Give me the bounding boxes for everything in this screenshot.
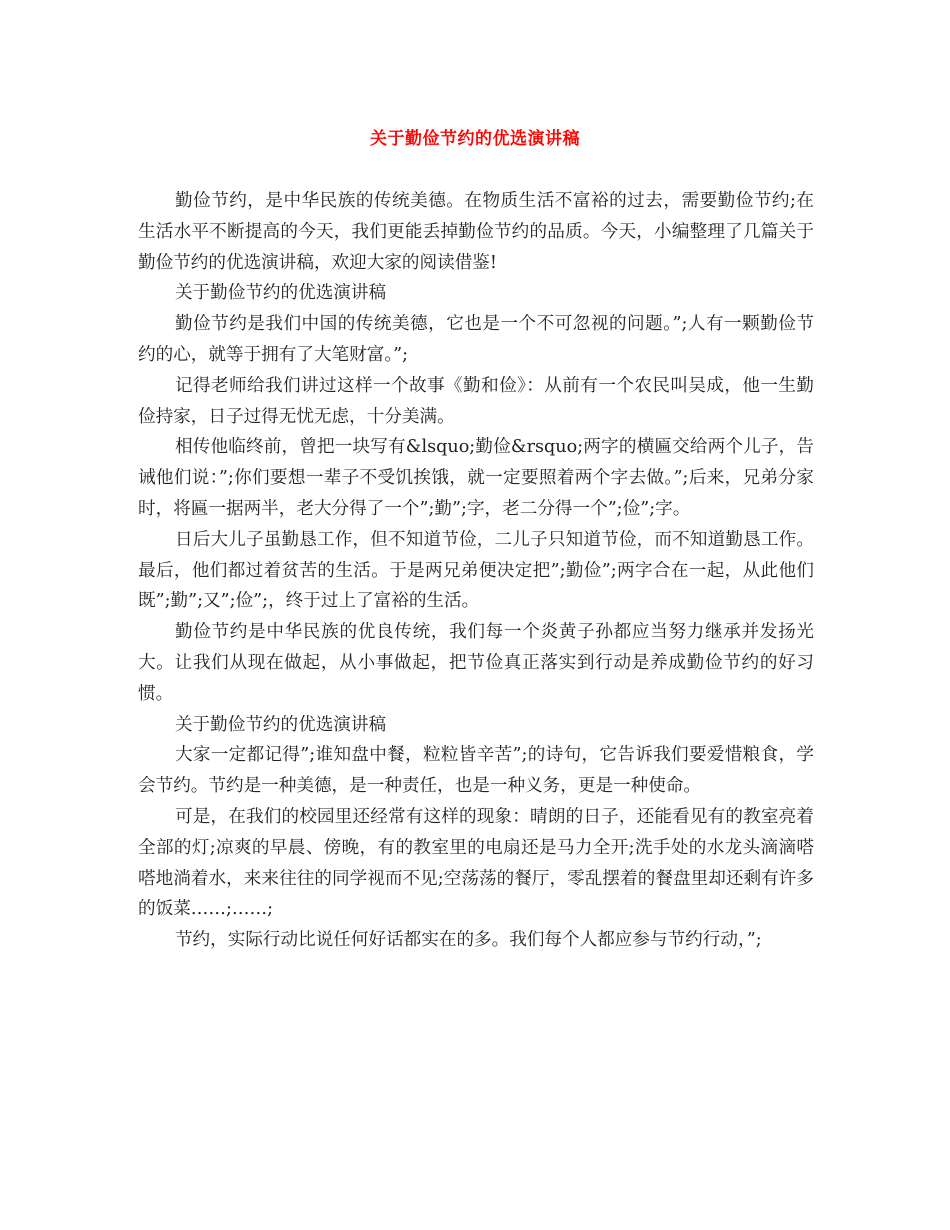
section-heading: 关于勤俭节约的优选演讲稿 [174,714,387,735]
section-heading: 关于勤俭节约的优选演讲稿 [174,283,387,304]
paragraph: 可是，在我们的校园里还经常有这样的现象：晴朗的日子，还能看见有的教室亮着全部的灯;凉爽的早晨、傍晚，有的教室里的电扇还是马力全开;洗手处的水龙头滴滴嗒嗒地淌着水，来来往往的同学视而不见;空荡荡的餐厅，零乱摆着的餐盘里却还剩有许多的饭菜……;……; [138,806,814,920]
paragraph: 记得老师给我们讲过这样一个故事《勤和俭》：从前有一个农民叫吴成，他一生勤俭持家，日子过得无忧无虑，十分美满。 [138,375,814,427]
document-title: 关于勤俭节约的优选演讲稿 [370,129,580,149]
paragraph: 勤俭节约是中华民族的优良传统，我们每一个炎黄子孙都应当努力继承并发扬光大。让我们从现在做起，从小事做起，把节俭真正落实到行动是养成勤俭节约的好习惯。 [138,622,814,704]
paragraph-intro: 勤俭节约，是中华民族的传统美德。在物质生活不富裕的过去，需要勤俭节约;在生活水平不断提高的今天，我们更能丢掉勤俭节约的品质。今天，小编整理了几篇关于勤俭节约的优选演讲稿，欢迎大家的阅读借鉴! [138,191,814,273]
paragraph: 节约，实际行动比说任何好话都实在的多。我们每个人都应参与节约行动，”; [174,930,762,951]
paragraph: 相传他临终前，曾把一块写有&lsquo;勤俭&rsquo;两字的横匾交给两个儿子，告诫他们说：”;你们要想一辈子不受饥挨饿，就一定要照着两个字去做。”;后来，兄弟分家时，将匾一据两半，老大分得了一个”;勤”;字，老二分得一个”;俭”;字。 [138,437,814,519]
document-body [138,186,814,956]
paragraph: 勤俭节约是我们中国的传统美德，它也是一个不可忽视的问题。”;人有一颗勤俭节约的心，就等于拥有了大笔财富。”; [138,314,814,365]
paragraph: 大家一定都记得”;谁知盘中餐，粒粒皆辛苦”;的诗句，它告诉我们要爱惜粮食，学会节约。节约是一种美德，是一种责任，也是一种义务，更是一种使命。 [138,745,814,797]
paragraph: 日后大儿子虽勤恳工作，但不知道节俭，二儿子只知道节俭，而不知道勤恳工作。最后，他们都过着贫苦的生活。于是两兄弟便决定把”;勤俭”;两字合在一起，从此他们既”;勤”;又”;俭”;，终于过上了富裕的生活。 [138,529,814,612]
